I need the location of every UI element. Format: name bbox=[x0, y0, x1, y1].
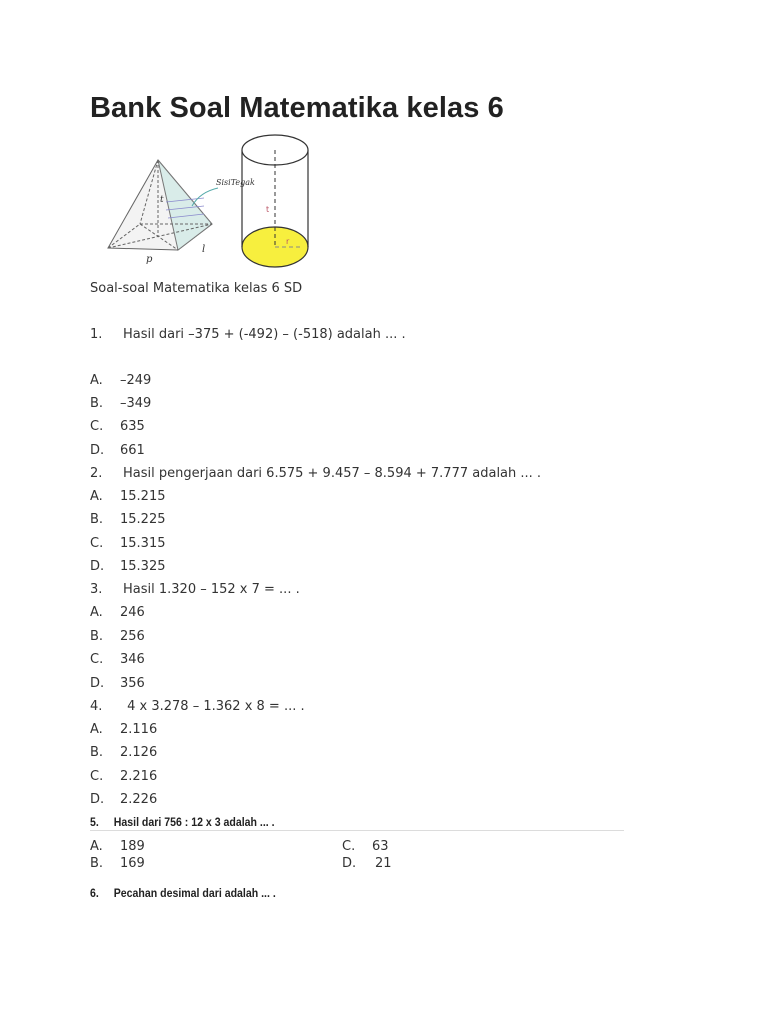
option-letter: B. bbox=[90, 512, 104, 527]
cylinder-drawing bbox=[242, 135, 308, 267]
option-value: 169 bbox=[120, 856, 145, 871]
geometry-illustration bbox=[100, 132, 320, 272]
option-row bbox=[90, 512, 166, 527]
option-row bbox=[342, 856, 392, 871]
option-row bbox=[90, 489, 166, 504]
option-value: 661 bbox=[120, 443, 145, 458]
cylinder-label-t: t bbox=[266, 205, 270, 214]
cylinder-label-r: r bbox=[286, 237, 290, 246]
option-row bbox=[90, 629, 145, 644]
option-value: 356 bbox=[120, 676, 145, 691]
question-number: 5. bbox=[90, 815, 99, 829]
option-letter: C. bbox=[90, 419, 104, 434]
page-title: Bank Soal Matematika kelas 6 bbox=[90, 92, 504, 124]
pyramid-label-t: t bbox=[160, 195, 164, 205]
option-letter: C. bbox=[90, 652, 104, 667]
question-number: 3. bbox=[90, 582, 103, 597]
option-letter: A. bbox=[90, 373, 103, 388]
option-value: 21 bbox=[375, 856, 392, 871]
question-text: Pecahan desimal dari adalah ... . bbox=[113, 886, 276, 900]
option-value: 2.216 bbox=[120, 769, 158, 784]
question-number: 2. bbox=[90, 466, 103, 481]
option-value: 15.315 bbox=[120, 536, 166, 551]
option-row bbox=[90, 419, 145, 434]
divider bbox=[90, 830, 624, 831]
option-row bbox=[90, 396, 151, 411]
question-5 bbox=[90, 815, 275, 829]
question-6 bbox=[90, 886, 276, 900]
option-letter: C. bbox=[342, 839, 356, 854]
option-row bbox=[90, 676, 145, 691]
question-text: 4 x 3.278 – 1.362 x 8 = ... . bbox=[123, 699, 305, 714]
option-letter: B. bbox=[90, 396, 104, 411]
option-letter: C. bbox=[90, 536, 104, 551]
option-row bbox=[90, 769, 157, 784]
pyramid-label-p: p bbox=[146, 254, 153, 265]
option-row bbox=[90, 856, 145, 871]
option-value: 246 bbox=[120, 605, 145, 620]
option-value: 346 bbox=[120, 652, 145, 667]
pyramid-label-side: SisiTegak bbox=[216, 178, 255, 187]
option-row bbox=[90, 652, 145, 667]
option-value: 63 bbox=[372, 839, 389, 854]
option-value: –349 bbox=[120, 396, 152, 411]
option-letter: D. bbox=[90, 559, 105, 574]
question-text: Hasil dari 756 : 12 x 3 adalah ... . bbox=[113, 815, 275, 829]
subtitle: Soal-soal Matematika kelas 6 SD bbox=[90, 281, 303, 296]
option-row bbox=[90, 792, 157, 807]
option-value: 15.325 bbox=[120, 559, 166, 574]
option-letter: B. bbox=[90, 745, 104, 760]
option-row bbox=[90, 605, 145, 620]
option-value: 2.116 bbox=[120, 722, 158, 737]
pyramid-drawing bbox=[108, 160, 218, 250]
option-value: 256 bbox=[120, 629, 145, 644]
question-2 bbox=[90, 466, 541, 481]
question-3 bbox=[90, 582, 300, 597]
question-number: 1. bbox=[90, 327, 103, 342]
question-text: Hasil dari –375 + (-492) – (-518) adalah ... . bbox=[123, 327, 406, 342]
option-letter: D. bbox=[90, 792, 105, 807]
option-letter: B. bbox=[90, 629, 104, 644]
pyramid-label-l: l bbox=[202, 244, 206, 255]
option-row bbox=[90, 839, 145, 854]
option-letter: D. bbox=[90, 676, 105, 691]
option-row bbox=[90, 722, 157, 737]
option-value: 189 bbox=[120, 839, 145, 854]
option-letter: A. bbox=[90, 839, 103, 854]
question-4 bbox=[90, 699, 305, 714]
question-text: Hasil 1.320 – 152 x 7 = ... . bbox=[123, 582, 300, 597]
option-row bbox=[342, 839, 389, 854]
option-value: 15.225 bbox=[120, 512, 166, 527]
geometry-figure bbox=[100, 132, 320, 276]
option-letter: B. bbox=[90, 856, 104, 871]
option-letter: D. bbox=[90, 443, 105, 458]
option-row bbox=[90, 443, 145, 458]
option-letter: D. bbox=[342, 856, 357, 871]
option-value: 2.226 bbox=[120, 792, 158, 807]
option-row bbox=[90, 559, 166, 574]
option-letter: C. bbox=[90, 769, 104, 784]
option-value: 635 bbox=[120, 419, 145, 434]
option-letter: A. bbox=[90, 489, 103, 504]
question-number: 4. bbox=[90, 699, 103, 714]
option-row bbox=[90, 536, 166, 551]
option-value: 15.215 bbox=[120, 489, 166, 504]
question-text: Hasil pengerjaan dari 6.575 + 9.457 – 8.594 + 7.777 adalah ... . bbox=[123, 466, 542, 481]
option-row bbox=[90, 373, 151, 388]
question-number: 6. bbox=[90, 886, 99, 900]
question-1 bbox=[90, 327, 406, 342]
option-row bbox=[90, 745, 157, 760]
option-letter: A. bbox=[90, 605, 103, 620]
option-letter: A. bbox=[90, 722, 103, 737]
option-value: –249 bbox=[120, 373, 152, 388]
option-value: 2.126 bbox=[120, 745, 158, 760]
